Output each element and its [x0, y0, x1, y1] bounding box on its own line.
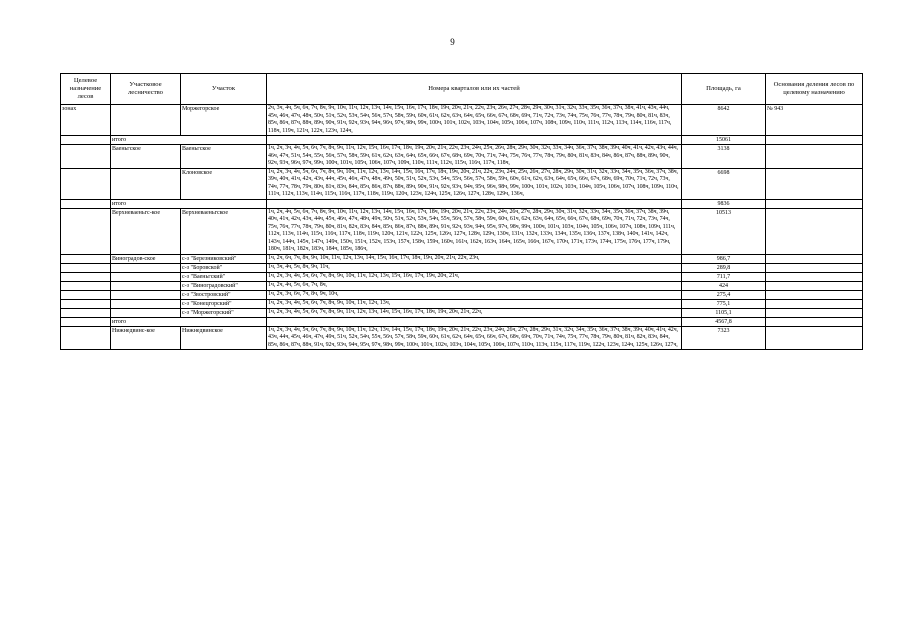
- site-cell: Нижнедвинское: [181, 326, 267, 350]
- area-cell: 711,7: [682, 272, 766, 281]
- table-row: [61, 105, 863, 136]
- table-row: [61, 326, 863, 350]
- area-cell: 424: [682, 281, 766, 290]
- table-row: [61, 299, 863, 308]
- table-row: [61, 145, 863, 169]
- area-cell: 3138: [682, 145, 766, 169]
- area-cell: 289,8: [682, 263, 766, 272]
- header-area: Площадь, га: [682, 74, 766, 105]
- quarters-cell: 1ч, 2ч, 4ч, 5ч, 6ч, 7ч, 8ч, 9ч, 10ч, 11ч, 12ч, 13ч, 14ч, 15ч, 16ч, 17ч, 18ч, 19ч, 20ч, 21ч, 22ч, 23ч, 24ч, 26ч, 27ч, 28ч, 29ч, 30ч, 31ч, 32ч, 33ч, 34ч, 35ч, 36ч, 37ч, 38ч, 39ч, 40ч, 41ч, 42ч, 43ч, 44ч, 45ч, 46ч, 47ч, 48ч, 49ч, 50ч, 51ч, 52ч, 53ч, 54ч, 55ч, 56ч, 57ч, 58ч, 59ч, 60ч, 61ч, 62ч, 63ч, 64ч, 65ч, 66ч, 67ч, 68ч, 69ч, 70ч, 71ч, 72ч, 73ч, 74ч, 75ч, 76ч, 77ч, 78ч, 79ч, 80ч, 81ч, 82ч, 83ч, 84ч, 85ч, 86ч, 87ч, 88ч, 89ч, 91ч, 92ч, 93ч, 94ч, 95ч, 97ч, 98ч, 99ч, 100ч, 101ч, 103ч, 104ч, 105ч, 106ч, 107ч, 108ч, 109ч, 111ч, 112ч, 113ч, 114ч, 115ч, 116ч, 117ч, 118ч, 119ч, 120ч, 121ч, 122ч, 125ч, 126ч, 127ч, 128ч, 129ч, 130ч, 131ч, 132ч, 133ч, 134ч, 135ч, 136ч, 137ч, 138ч, 140ч, 141ч, 142ч, 143ч, 144ч, 145ч, 147ч, 149ч, 150ч, 151ч, 152ч, 153ч, 157ч, 158ч, 159ч, 160ч, 161ч, 162ч, 163ч, 164ч, 165ч, 166ч, 167ч, 170ч, 171ч, 173ч, 174ч, 175ч, 176ч, 177ч, 179ч, 180ч, 181ч, 182ч, 183ч, 184ч, 185ч, 186ч,: [267, 208, 682, 254]
- site-cell: с-з "Виноградовский": [181, 281, 267, 290]
- table-header-row: [61, 74, 863, 105]
- area-cell: 1105,1: [682, 308, 766, 317]
- site-cell: Ваеньгское: [181, 145, 267, 169]
- header-basis: Основания деления лесов по целевому назначению: [766, 74, 863, 105]
- table-row: [61, 263, 863, 272]
- table-row: [61, 208, 863, 254]
- basis-cell: № 943: [766, 105, 863, 136]
- quarters-cell: 1ч, 2ч, 3ч, 6ч, 7ч, 8ч, 9ч, 10ч,: [267, 290, 682, 299]
- table-row: [61, 168, 863, 199]
- district-cell: [111, 105, 181, 136]
- header-district: Участковое лесничество: [111, 74, 181, 105]
- quarters-cell: 1ч, 2ч, 3ч, 4ч, 5ч, 6ч, 7ч, 8ч, 9ч, 10ч, 11ч, 12ч, 13ч, 14ч, 15ч, 16ч, 17ч, 18ч, 19ч, 20ч, 21ч, 22ч, 23ч, 24ч, 25ч, 26ч, 27ч, 28ч, 29ч, 30ч, 31ч, 32ч, 33ч, 34ч, 35ч, 36ч, 37ч, 38ч, 39ч, 40ч, 41ч, 42ч, 43ч, 44ч, 45ч, 46ч, 47ч, 48ч, 49ч, 50ч, 51ч, 52ч, 53ч, 54ч, 55ч, 56ч, 57ч, 58ч, 59ч, 60ч, 61ч, 62ч, 63ч, 64ч, 65ч, 66ч, 67ч, 68ч, 69ч, 70ч, 71ч, 72ч, 73ч, 74ч, 77ч, 78ч, 79ч, 80ч, 81ч, 83ч, 84ч, 85ч, 86ч, 87ч, 88ч, 89ч, 90ч, 91ч, 92ч, 93ч, 94ч, 95ч, 96ч, 98ч, 99ч, 100ч, 101ч, 102ч, 103ч, 104ч, 105ч, 106ч, 107ч, 108ч, 109ч, 110ч, 111ч, 112ч, 113ч, 114ч, 115ч, 116ч, 117ч, 118ч, 119ч, 120ч, 123ч, 124ч, 125ч, 126ч, 127ч, 128ч, 129ч, 136ч,: [267, 168, 682, 199]
- table-row: [61, 290, 863, 299]
- site-cell: с-з "Березниковский": [181, 254, 267, 263]
- table-row: [61, 272, 863, 281]
- quarters-cell: 1ч, 2ч, 3ч, 4ч, 5ч, 6ч, 7ч, 8ч, 9ч, 10ч, 11ч, 12ч, 13ч, 14ч, 15ч, 17ч, 18ч, 19ч, 20ч, 21ч, 22ч, 23ч, 24ч, 26ч, 27ч, 28ч, 29ч, 31ч, 32ч, 34ч, 35ч, 36ч, 37ч, 38ч, 39ч, 40ч, 41ч, 42ч, 43ч, 44ч, 45ч, 46ч, 47ч, 49ч, 51ч, 52ч, 54ч, 55ч, 56ч, 57ч, 58ч, 59ч, 60ч, 61ч, 62ч, 64ч, 65ч, 66ч, 67ч, 68ч, 69ч, 70ч, 71ч, 74ч, 75ч, 77ч, 78ч, 79ч, 80ч, 81ч, 82ч, 83ч, 84ч, 85ч, 86ч, 87ч, 88ч, 91ч, 92ч, 93ч, 94ч, 95ч, 97ч, 98ч, 99ч, 100ч, 101ч, 102ч, 103ч, 104ч, 105ч, 106ч, 107ч, 110ч, 113ч, 115ч, 117ч, 119ч, 122ч, 123ч, 124ч, 125ч, 126ч, 127ч,: [267, 326, 682, 350]
- header-zone: Целевое назначение лесов: [61, 74, 111, 105]
- page-number: 9: [450, 37, 455, 47]
- site-cell: Моржегорское: [181, 105, 267, 136]
- quarters-cell: 1ч, 3ч, 4ч, 5ч, 8ч, 9ч, 11ч,: [267, 263, 682, 272]
- district-cell: Виноградов-ское: [111, 254, 181, 263]
- quarters-cell: 1ч, 2ч, 3ч, 4ч, 5ч, 6ч, 7ч, 8ч, 9ч, 10ч, 11ч, 12ч, 13ч,: [267, 299, 682, 308]
- quarters-cell: 1ч, 2ч, 3ч, 4ч, 5ч, 6ч, 7ч, 8ч, 9ч, 11ч, 12ч, 15ч, 16ч, 17ч, 18ч, 19ч, 20ч, 21ч, 22ч, 23ч, 24ч, 25ч, 26ч, 28ч, 29ч, 30ч, 32ч, 33ч, 34ч, 36ч, 37ч, 38ч, 39ч, 40ч, 41ч, 42ч, 43ч, 44ч, 46ч, 47ч, 51ч, 54ч, 55ч, 56ч, 57ч, 58ч, 59ч, 61ч, 62ч, 63ч, 64ч, 65ч, 66ч, 67ч, 68ч, 69ч, 70ч, 71ч, 74ч, 75ч, 76ч, 77ч, 78ч, 79ч, 80ч, 81ч, 83ч, 84ч, 86ч, 87ч, 88ч, 89ч, 90ч, 92ч, 93ч, 96ч, 97ч, 99ч, 100ч, 101ч, 105ч, 106ч, 107ч, 109ч, 110ч, 111ч, 112ч, 115ч, 116ч, 117ч, 118ч,: [267, 145, 682, 169]
- header-quarters: Номера кварталов или их частей: [267, 74, 682, 105]
- subtotal-row: [61, 136, 863, 145]
- quarters-cell: 1ч, 2ч, 4ч, 5ч, 6ч, 7ч, 8ч,: [267, 281, 682, 290]
- header-site: Участок: [181, 74, 267, 105]
- subtotal-area: 4567,8: [682, 317, 766, 326]
- area-cell: 10513: [682, 208, 766, 254]
- subtotal-row: [61, 317, 863, 326]
- site-cell: с-з "Звостровский": [181, 290, 267, 299]
- table-row: [61, 281, 863, 290]
- quarters-cell: 1ч, 2ч, 6ч, 7ч, 8ч, 9ч, 10ч, 11ч, 12ч, 13ч, 14ч, 15ч, 16ч, 17ч, 18ч, 19ч, 20ч, 21ч, 22ч, 23ч,: [267, 254, 682, 263]
- site-cell: с-з "Моржегорский": [181, 308, 267, 317]
- subtotal-label: итого: [111, 317, 267, 326]
- quarters-cell: 1ч, 2ч, 3ч, 4ч, 5ч, 6ч, 7ч, 8ч, 9ч, 11ч, 12ч, 13ч, 14ч, 15ч, 16ч, 17ч, 18ч, 19ч, 20ч, 21ч, 22ч,: [267, 308, 682, 317]
- area-cell: 7323: [682, 326, 766, 350]
- site-cell: с-з "Конецгорский": [181, 299, 267, 308]
- site-cell: с-з "Боровской": [181, 263, 267, 272]
- subtotal-area: 9836: [682, 199, 766, 208]
- area-cell: 8642: [682, 105, 766, 136]
- subtotal-row: [61, 199, 863, 208]
- area-cell: 775,1: [682, 299, 766, 308]
- district-cell: Верхневаеньгс-кое: [111, 208, 181, 254]
- table-row: [61, 254, 863, 263]
- area-cell: 986,7: [682, 254, 766, 263]
- forest-division-table: [60, 73, 863, 350]
- subtotal-label: итого: [111, 199, 267, 208]
- site-cell: Клоновское: [181, 168, 267, 199]
- area-cell: 6698: [682, 168, 766, 199]
- table-row: [61, 308, 863, 317]
- district-cell: Ваеньгское: [111, 145, 181, 169]
- district-cell: Нижнедвинс-кое: [111, 326, 181, 350]
- zone-cell: зонах: [61, 105, 111, 136]
- area-cell: 275,4: [682, 290, 766, 299]
- subtotal-label: итого: [111, 136, 267, 145]
- quarters-cell: 2ч, 3ч, 4ч, 5ч, 6ч, 7ч, 8ч, 9ч, 10ч, 11ч, 12ч, 13ч, 14ч, 15ч, 16ч, 17ч, 18ч, 19ч, 20ч, 21ч, 22ч, 23ч, 26ч, 27ч, 28ч, 29ч, 30ч, 31ч, 32ч, 33ч, 35ч, 36ч, 37ч, 38ч, 41ч, 43ч, 44ч, 45ч, 46ч, 47ч, 48ч, 50ч, 51ч, 52ч, 53ч, 54ч, 56ч, 57ч, 58ч, 59ч, 60ч, 61ч, 62ч, 63ч, 64ч, 65ч, 66ч, 67ч, 68ч, 69ч, 71ч, 72ч, 73ч, 74ч, 75ч, 76ч, 77ч, 78ч, 79ч, 80ч, 81ч, 83ч, 85ч, 86ч, 87ч, 88ч, 89ч, 90ч, 91ч, 92ч, 93ч, 94ч, 96ч, 97ч, 98ч, 99ч, 100ч, 101ч, 102ч, 103ч, 104ч, 105ч, 106ч, 107ч, 108ч, 109ч, 110ч, 111ч, 112ч, 113ч, 114ч, 116ч, 117ч, 118ч, 119ч, 121ч, 122ч, 123ч, 124ч,: [267, 105, 682, 136]
- quarters-cell: 1ч, 2ч, 3ч, 4ч, 5ч, 6ч, 7ч, 8ч, 9ч, 10ч, 11ч, 12ч, 13ч, 15ч, 16ч, 17ч, 19ч, 20ч, 21ч,: [267, 272, 682, 281]
- subtotal-area: 15061: [682, 136, 766, 145]
- site-cell: с-з "Ваеньгский": [181, 272, 267, 281]
- site-cell: Верхневаеньгское: [181, 208, 267, 254]
